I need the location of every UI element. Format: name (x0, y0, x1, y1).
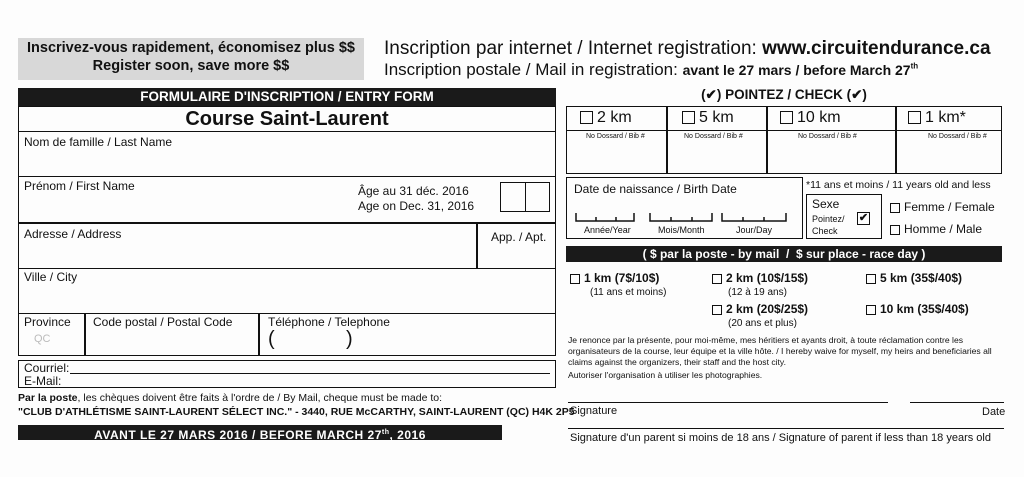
distance-1km-label: 1 km* (925, 109, 966, 126)
fee-5km[interactable] (866, 271, 962, 285)
distance-10km-label: 10 km (797, 109, 841, 126)
phone-paren-close: ) (346, 328, 353, 350)
bib-label-1km: No Dossard / Bib # (928, 133, 987, 140)
checked-checkbox-icon: ✔ (858, 212, 869, 224)
birth-month-label: Mois/Month (658, 225, 705, 235)
deadline-sup: th (381, 429, 390, 436)
internet-url: www.circuitendurance.ca (762, 38, 991, 59)
entry-form-header: FORMULAIRE D'INSCRIPTION / ENTRY FORM (18, 88, 556, 106)
postal-code-label[interactable]: Code postal / Postal Code (93, 315, 233, 329)
birth-date-label: Date de naissance / Birth Date (574, 182, 737, 196)
apt-divider (476, 223, 478, 269)
distance-option-1km[interactable] (908, 109, 966, 127)
email-field[interactable] (18, 360, 556, 388)
email-label-en: E-Mail: (24, 374, 62, 388)
province-value: QC (34, 333, 51, 345)
birth-day-label: Jour/Day (736, 225, 773, 235)
city-field[interactable] (18, 268, 556, 314)
parent-signature-line[interactable] (568, 428, 1004, 429)
last-name-label: Nom de famille / Last Name (24, 135, 173, 149)
first-name-label: Prénom / First Name (24, 179, 135, 193)
fee-2km-adult-prices: (20$/25$) (756, 302, 809, 316)
distance-2km-label: 2 km (597, 109, 632, 126)
checkbox-female[interactable] (890, 203, 900, 213)
fee-2km-adult-main: 2 km (726, 302, 757, 316)
sex-check-label-2: Check (812, 226, 838, 236)
deadline-bar (18, 425, 502, 440)
internet-registration (384, 38, 991, 60)
checkbox-fee-2km-adult[interactable] (712, 305, 722, 315)
fee-2km-youth-main: 2 km (726, 271, 757, 285)
mail-deadline-sup: th (910, 61, 919, 71)
promo-line-2: Register soon, save more $$ (92, 58, 290, 74)
distance-option-10km[interactable] (780, 109, 841, 127)
signature-line[interactable] (568, 402, 888, 403)
age-label-en: Age on Dec. 31, 2016 (358, 199, 475, 213)
signature-label: Signature (570, 405, 618, 417)
checkbox-male[interactable] (890, 225, 900, 235)
postal-divider (258, 313, 260, 356)
birth-year-label: Année/Year (584, 225, 631, 235)
fee-2km-youth-sub: (12 à 19 ans) (728, 287, 787, 298)
sex-check-label-1: Pointez/ (812, 214, 845, 224)
email-label-fr: Courriel: (24, 361, 70, 375)
mail-label: Inscription postale / Mail in registration: (384, 60, 678, 79)
date-line[interactable] (910, 402, 1004, 403)
payment-suffix: , cheque must be made to: (317, 392, 442, 404)
fee-1km[interactable] (570, 271, 659, 285)
address-label: Adresse / Address (24, 227, 122, 241)
bib-label-10km: No Dossard / Bib # (798, 133, 857, 140)
female-option[interactable] (890, 200, 995, 214)
sex-label: Sexe (812, 197, 840, 211)
checkbox-fee-1km[interactable] (570, 274, 580, 284)
province-divider (84, 313, 86, 356)
fee-10km-main: 10 km (880, 302, 918, 316)
fee-10km-prices: (35$/40$) (917, 302, 969, 316)
distance-divider-1 (666, 106, 668, 174)
waiver-text: Je renonce par la présente, pour moi-même, mes héritiers et ayants droit, à toute réclamation contre les organisateurs de la course, leur équipe et la ville hôte. / I hereby waive for myself, my heirs and beneficiaries all claims against the organizers, their staff and the host city. (568, 335, 992, 367)
bib-label-5km: No Dossard / Bib # (684, 133, 743, 140)
city-label: Ville / City (24, 270, 78, 284)
male-label: Homme / Male (904, 222, 983, 236)
female-label: Femme / Female (904, 200, 995, 214)
fee-10km[interactable] (866, 302, 969, 316)
payment-text: , les chèques doivent être faits à l'ordre de / By Mail (77, 392, 318, 404)
parent-signature-label: Signature d'un parent si moins de 18 ans / Signature of parent if less than 18 years old (570, 432, 991, 444)
age-input-divider (525, 182, 526, 212)
male-option[interactable] (890, 222, 982, 236)
fee-5km-prices: (35$/40$) (910, 271, 963, 285)
birth-date-tick-marks[interactable] (574, 205, 794, 225)
distance-5km-label: 5 km (699, 109, 734, 126)
checkbox-10km[interactable] (780, 111, 793, 124)
checkbox-fee-5km[interactable] (866, 274, 876, 284)
age-label-fr: Âge au 31 déc. 2016 (358, 184, 469, 198)
fee-1km-prices: (7$/10$) (614, 271, 660, 285)
fee-2km-adult[interactable] (712, 302, 808, 316)
checkbox-5km[interactable] (682, 111, 695, 124)
race-title: Course Saint-Laurent (185, 108, 389, 130)
distance-option-5km[interactable] (682, 109, 734, 127)
apt-label: App. / Apt. (491, 230, 547, 244)
mail-registration (384, 60, 918, 80)
distance-option-2km[interactable] (580, 109, 632, 127)
fee-5km-main: 5 km (880, 271, 911, 285)
payment-instructions (18, 392, 442, 404)
photo-consent: Autoriser l'organisation à utiliser les photographies. (568, 370, 763, 380)
internet-label: Inscription par internet / Internet registration: (384, 38, 757, 59)
check-title: (✔) POINTEZ / CHECK (✔) (701, 87, 867, 102)
distance-header-line (566, 130, 1002, 131)
payment-prefix: Par la poste (18, 392, 78, 404)
fees-bar: ( $ par la poste - by mail / $ sur place - race day ) (566, 246, 1002, 262)
fee-2km-adult-sub: (20 ans et plus) (728, 318, 797, 329)
checkbox-2km[interactable] (580, 111, 593, 124)
fee-1km-sub: (11 ans et moins) (590, 287, 667, 298)
fee-2km-youth-prices: (10$/15$) (756, 271, 809, 285)
mail-deadline: avant le 27 mars / before March 27 (682, 62, 911, 78)
distance-divider-2 (766, 106, 768, 174)
deadline-text: AVANT LE 27 MARS 2016 / BEFORE MARCH 27 (94, 428, 382, 442)
fee-1km-main: 1 km (584, 271, 615, 285)
phone-paren-open: ( (268, 328, 275, 350)
date-label: Date (982, 406, 1006, 418)
email-line (70, 373, 550, 374)
phone-label[interactable]: Téléphone / Telephone (268, 315, 390, 329)
checkbox-fee-2km-youth[interactable] (712, 274, 722, 284)
deadline-year: , 2016 (389, 428, 426, 442)
promo-line-1: Inscrivez-vous rapidement, économisez plus $$ (27, 40, 355, 56)
bib-label-2km: No Dossard / Bib # (586, 133, 645, 140)
youth-note: *11 ans et moins / 11 years old and less (806, 179, 991, 191)
payee: "CLUB D'ATHLÉTISME SAINT-LAURENT SÉLECT INC." - 3440, RUE McCARTHY, SAINT-LAURENT (QC) H4K 2P5 (18, 406, 575, 418)
fee-2km-youth[interactable] (712, 271, 808, 285)
distance-divider-3 (895, 106, 897, 174)
checkbox-1km[interactable] (908, 111, 921, 124)
checkbox-fee-10km[interactable] (866, 305, 876, 315)
province-label: Province (24, 315, 71, 329)
